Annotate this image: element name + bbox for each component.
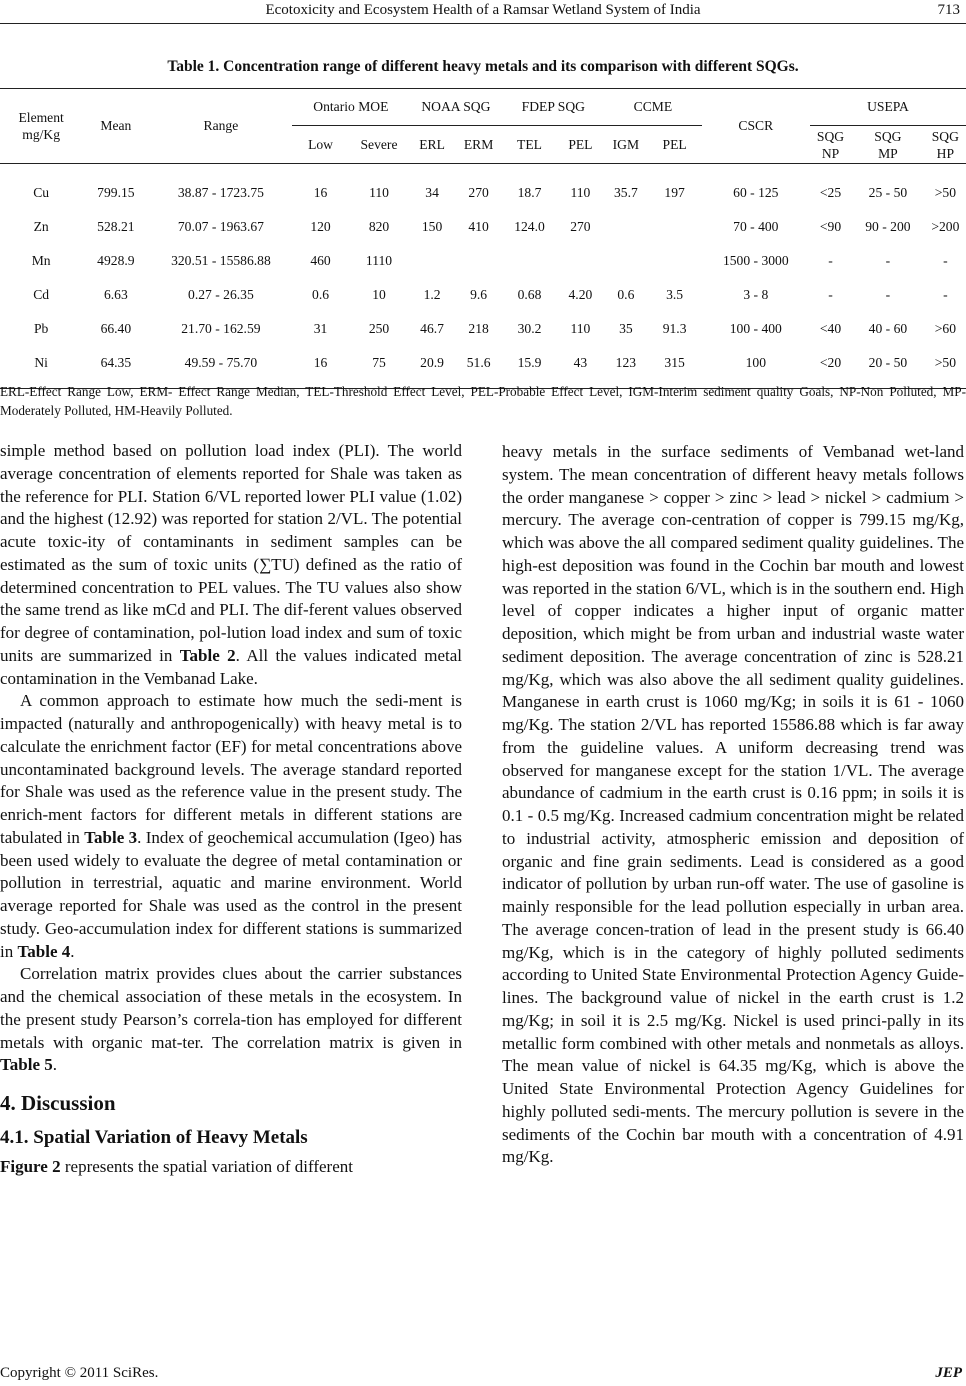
table-cell: 820: [368, 219, 390, 234]
table-cell: 250: [368, 321, 390, 336]
table-cell: 1110: [365, 253, 393, 268]
table-cell: 460: [310, 253, 331, 268]
table-row: [0, 210, 966, 244]
page-header: [0, 0, 966, 26]
table-cell: 18.7: [517, 185, 542, 200]
col-header-low: Low: [308, 137, 333, 152]
table-cell: -: [828, 287, 833, 302]
table-cell: 31: [313, 321, 328, 336]
col-header-sqg-np: SQG NP: [816, 128, 845, 161]
table-cell: 218: [468, 321, 489, 336]
table-cell: [557, 244, 605, 278]
table-cell: [502, 244, 556, 278]
table-cell: 9.6: [470, 287, 488, 302]
right-column: [502, 441, 964, 1169]
table-cell: 270: [468, 185, 489, 200]
table-cell: <90: [819, 219, 842, 234]
paragraph-spatial-variation: heavy metals in the surface sediments of Vembanad wet-land system. The mean concentration of different heavy metals follows the order manganese > copper > zinc > lead > nickel > cadmium > mercury. The average con-centration of copper is 799.15 mg/Kg, which was above the all compared sediment quality guidelines. The high-est deposition was found in the Cochin bar mouth and lowest was reported in the station 6/VL, which is in the southern end. High level of copper indicates a higher input of organic matter deposition, which might be from urban and industrial waste water sediment deposition. The average concentration of zinc is 528.21 mg/Kg, which was also above the all sediment quality guidelines. Manganese in earth crust is 1060 mg/Kg; in soils it is 61 - 1060 mg/Kg. The station 2/VL has reported 15586.88 which is far away from the guideline values. A uniform decreasing trend was observed for manganese except for the station 1/VL. The average abundance of cadmium in the earth crust is 0.16 ppm; in soils it is 0.1 - 0.5 mg/Kg. Increased cadmium concentration might be related to industrial activity, atmospheric emission and deposition of organic and fine grain sediments. Lead is considered as a good indicator of pollution by urban run-off water. The use of gasoline is mainly responsible for the lead pollution especially in urban area. The average concen-tration of lead in the present study is 66.40 mg/Kg, which is in the category of highly polluted sediments according to United State Environmental Protection Agency Guide-lines. The background value of nickel in the earth crust is 1.2 mg/Kg; in soil it is 2.5 mg/Kg. Nickel is used princi-pally in its metallic form combined with other metals and nonmetals as alloys. The mean value of nickel is 64.35 mg/Kg, which is above the United State Environmental Protection Agency Guidelines for highly polluted sedi-ments. The mercury pollution is severe in the sediments of the Cochin bar mouth with a concentration of 4.91 mg/Kg.: [502, 442, 964, 1167]
table-cell: 150: [421, 219, 443, 234]
table-cell: 46.7: [420, 321, 444, 336]
table-row: [0, 278, 966, 312]
table-cell: [648, 244, 702, 278]
table-cell: 75: [372, 355, 386, 370]
paragraph-enrichment: A common approach to estimate how much the sedi-ment is impacted (naturally and anthropogenically) with heavy metal is to calculate the enrichment factor (EF) for metal concentrations above uncontaminated background levels. The average standard reported for Shale was used as the reference value in the present study. The enrich-ment factors for different metals in different stations are tabulated in Table 3. Index of geochemical accumulation (Igeo) has been used widely to evaluate the degree of metal contamination or pollution in terrestrial, aquatic and marine environment. World average reported for Shale was used as the control in the present study. Geo-accumulation index for different stations is summarized in Table 4.: [0, 691, 462, 961]
table-cell: 110: [570, 321, 591, 336]
table-cell: >50: [934, 185, 956, 200]
table-cell: 16: [313, 355, 328, 370]
table-body: [0, 164, 966, 389]
figure-2-ref: Figure 2: [0, 1157, 61, 1176]
table-cell: 40 - 60: [868, 321, 908, 336]
table-cell: [604, 210, 647, 244]
table-cell: 6.63: [103, 287, 128, 302]
col-header-ccme: CCME: [604, 89, 701, 126]
journal-abbreviation: JEP: [935, 1365, 962, 1381]
header-row-1: [0, 89, 966, 126]
table-cell: [409, 244, 454, 278]
table-cell: 64.35: [100, 355, 132, 370]
table-cell: 100: [745, 355, 766, 370]
table-cell: 1500 - 3000: [722, 253, 789, 268]
table-footnote: ERL-Effect Range Low, ERM- Effect Range Median, TEL-Threshold Effect Level, PEL-Probable Effect Level, IGM-Interim sediment quality Goals, NP-Non Polluted, MP-Moderately Polluted, HM-Heavily Polluted.: [0, 384, 966, 418]
table-cell: 35.7: [613, 185, 638, 200]
col-header-severe: Severe: [360, 137, 398, 152]
table-cell: 0.6: [312, 287, 330, 302]
table-cell: -: [885, 287, 891, 302]
col-header-pel-ccme: PEL: [662, 137, 687, 152]
table-cell: 20 - 50: [868, 355, 908, 370]
table-cell: 70.07 - 1963.67: [177, 219, 264, 234]
table-row: [0, 164, 966, 211]
table-2-ref: Table 2: [179, 645, 236, 665]
element-cell: Cd: [33, 287, 50, 302]
table-row: [0, 312, 966, 346]
table-cell: 10: [372, 287, 386, 302]
table-cell: 3.5: [666, 287, 684, 302]
table-cell: 528.21: [97, 219, 135, 234]
table-cell: 1.2: [423, 287, 441, 302]
table-cell: >60: [934, 321, 956, 336]
table-cell: 60 - 125: [733, 185, 779, 200]
table-cell: 0.68: [517, 287, 542, 302]
table-cell: 799.15: [97, 185, 135, 200]
col-header-pel: PEL: [568, 137, 593, 152]
table-cell: <40: [819, 321, 842, 336]
table-cell: 21.70 - 162.59: [181, 321, 261, 336]
element-cell: Ni: [34, 355, 48, 370]
table-cell: -: [943, 253, 948, 268]
paragraph-correlation: Correlation matrix provides clues about the carrier substances and the chemical association of these metals in the ecosystem. In the present study Pearson’s correla-tion has employed for different metals with organic mat-ter. The correlation matrix is given in Table 5.: [0, 964, 462, 1075]
table-cell: 320.51 - 15586.88: [171, 253, 271, 268]
running-title: Ecotoxicity and Ecosystem Health of a Ramsar Wetland System of India: [265, 2, 701, 18]
table-4-ref: Table 4: [17, 941, 71, 961]
table-cell: 30.2: [517, 321, 542, 336]
table-cell: -: [943, 287, 948, 302]
table-cell: -: [828, 253, 833, 268]
col-header-usepa: USEPA: [810, 89, 966, 126]
left-column: [0, 440, 462, 1179]
paragraph-figure-2: Figure 2 represents the spatial variation of different: [0, 1157, 353, 1176]
table-cell: 43: [573, 355, 588, 370]
col-header-fdep: FDEP SQG: [502, 89, 604, 126]
table-cell: >200: [931, 219, 960, 234]
table-5-ref: Table 5: [0, 1055, 53, 1075]
col-header-sqg-mp: SQG MP: [874, 128, 902, 161]
table-cell: 16: [313, 185, 328, 200]
table-cell: 15.9: [517, 355, 542, 370]
table-cell: 100 - 400: [729, 321, 782, 336]
table-cell: 70 - 400: [733, 219, 779, 234]
sqg-table: [0, 88, 966, 389]
table-cell: <25: [819, 185, 842, 200]
table-row: [0, 244, 966, 278]
table-cell: >50: [934, 355, 956, 370]
table-cell: [455, 244, 503, 278]
table-3-ref: Table 3: [84, 827, 138, 847]
table-cell: [604, 244, 647, 278]
table-cell: 90 - 200: [865, 219, 911, 234]
table-cell: 315: [664, 355, 685, 370]
table-cell: 0.6: [617, 287, 635, 302]
col-header-sqg-hp: SQG HP: [931, 128, 959, 161]
table-cell: 51.6: [466, 355, 491, 370]
table-cell: 91.3: [662, 321, 687, 336]
table-cell: 123: [615, 355, 637, 370]
table-cell: 270: [570, 219, 591, 234]
section-heading-discussion: 4. Discussion: [0, 1091, 116, 1115]
col-header-ontario: Ontario MOE: [292, 89, 409, 126]
table-cell: <20: [819, 355, 842, 370]
col-header-erl: ERL: [419, 137, 445, 152]
element-cell: Cu: [33, 185, 50, 200]
table-cell: 3 - 8: [743, 287, 769, 302]
table-cell: [648, 210, 702, 244]
table-cell: 34: [425, 185, 439, 200]
table-cell: 4928.9: [97, 253, 135, 268]
table-cell: 110: [369, 185, 389, 200]
table-cell: 124.0: [514, 219, 545, 234]
table-cell: 0.27 - 26.35: [188, 287, 254, 302]
table-cell: 20.9: [420, 355, 444, 370]
col-header-range: Range: [203, 118, 239, 133]
table-cell: -: [885, 253, 891, 268]
page-number: 713: [937, 2, 960, 18]
col-header-cscr: CSCR: [738, 118, 774, 133]
table-cell: 120: [310, 219, 331, 234]
col-header-mean: Mean: [100, 118, 132, 133]
table-cell: 4.20: [568, 287, 593, 302]
col-header-erm: ERM: [463, 137, 494, 152]
col-header-element: Element mg/Kg: [18, 110, 64, 142]
table-cell: 49.59 - 75.70: [184, 355, 258, 370]
table-cell: 197: [664, 185, 685, 200]
element-cell: Mn: [31, 253, 51, 268]
col-header-igm: IGM: [612, 137, 640, 152]
table-cell: 25 - 50: [868, 185, 908, 200]
col-header-noaa: NOAA SQG: [409, 89, 502, 126]
subsection-heading-spatial: 4.1. Spatial Variation of Heavy Metals: [0, 1127, 308, 1148]
table-cell: 410: [468, 219, 489, 234]
element-cell: Pb: [33, 321, 49, 336]
table-cell: 110: [570, 185, 591, 200]
paragraph-pli: simple method based on pollution load index (PLI). The world average concentration of elements reported for Shale was taken as the reference for PLI. Station 6/VL reported lower PLI value (1.02) and the highest (12.92) was reported for station 2/VL. The potential acute toxic-ity of contaminants in sediment samples can be estimated as the sum of toxic units (∑TU) defined as the ratio of determined concentration to PEL values. The TU values also show the same trend as like mCd and PLI. The dif-ferent values observed for degree of contamination, pol-lution load index and sum of toxic units are summarized in Table 2. All the values indicated metal contamination in the Vembanad Lake.: [0, 441, 462, 688]
copyright-notice: Copyright © 2011 SciRes.: [0, 1365, 159, 1381]
element-cell: Zn: [33, 219, 49, 234]
header-rule: [0, 23, 966, 24]
table-cell: 38.87 - 1723.75: [177, 185, 264, 200]
col-header-tel: TEL: [517, 137, 542, 152]
table-cell: 66.40: [100, 321, 132, 336]
table-caption: Table 1. Concentration range of different heavy metals and its comparison with different SQGs.: [167, 58, 799, 75]
table-cell: 35: [619, 321, 633, 336]
